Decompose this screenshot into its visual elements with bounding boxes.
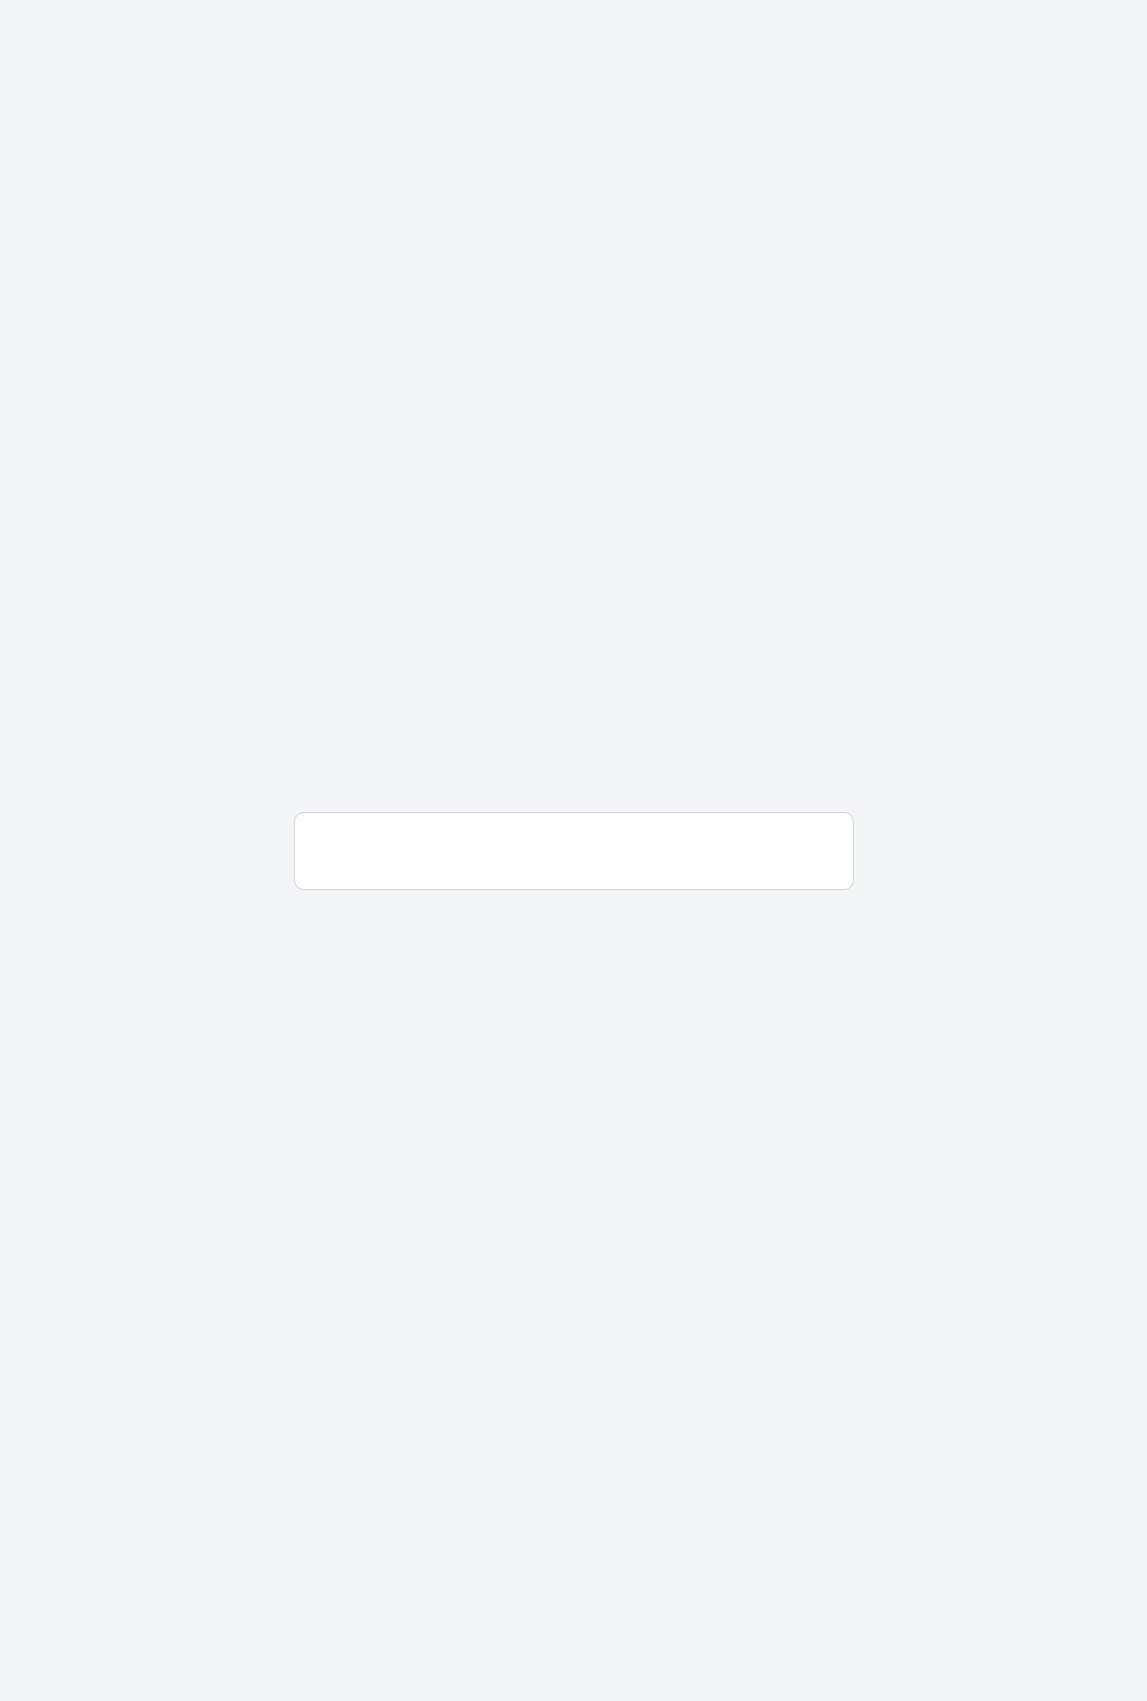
notice-card <box>294 812 854 890</box>
